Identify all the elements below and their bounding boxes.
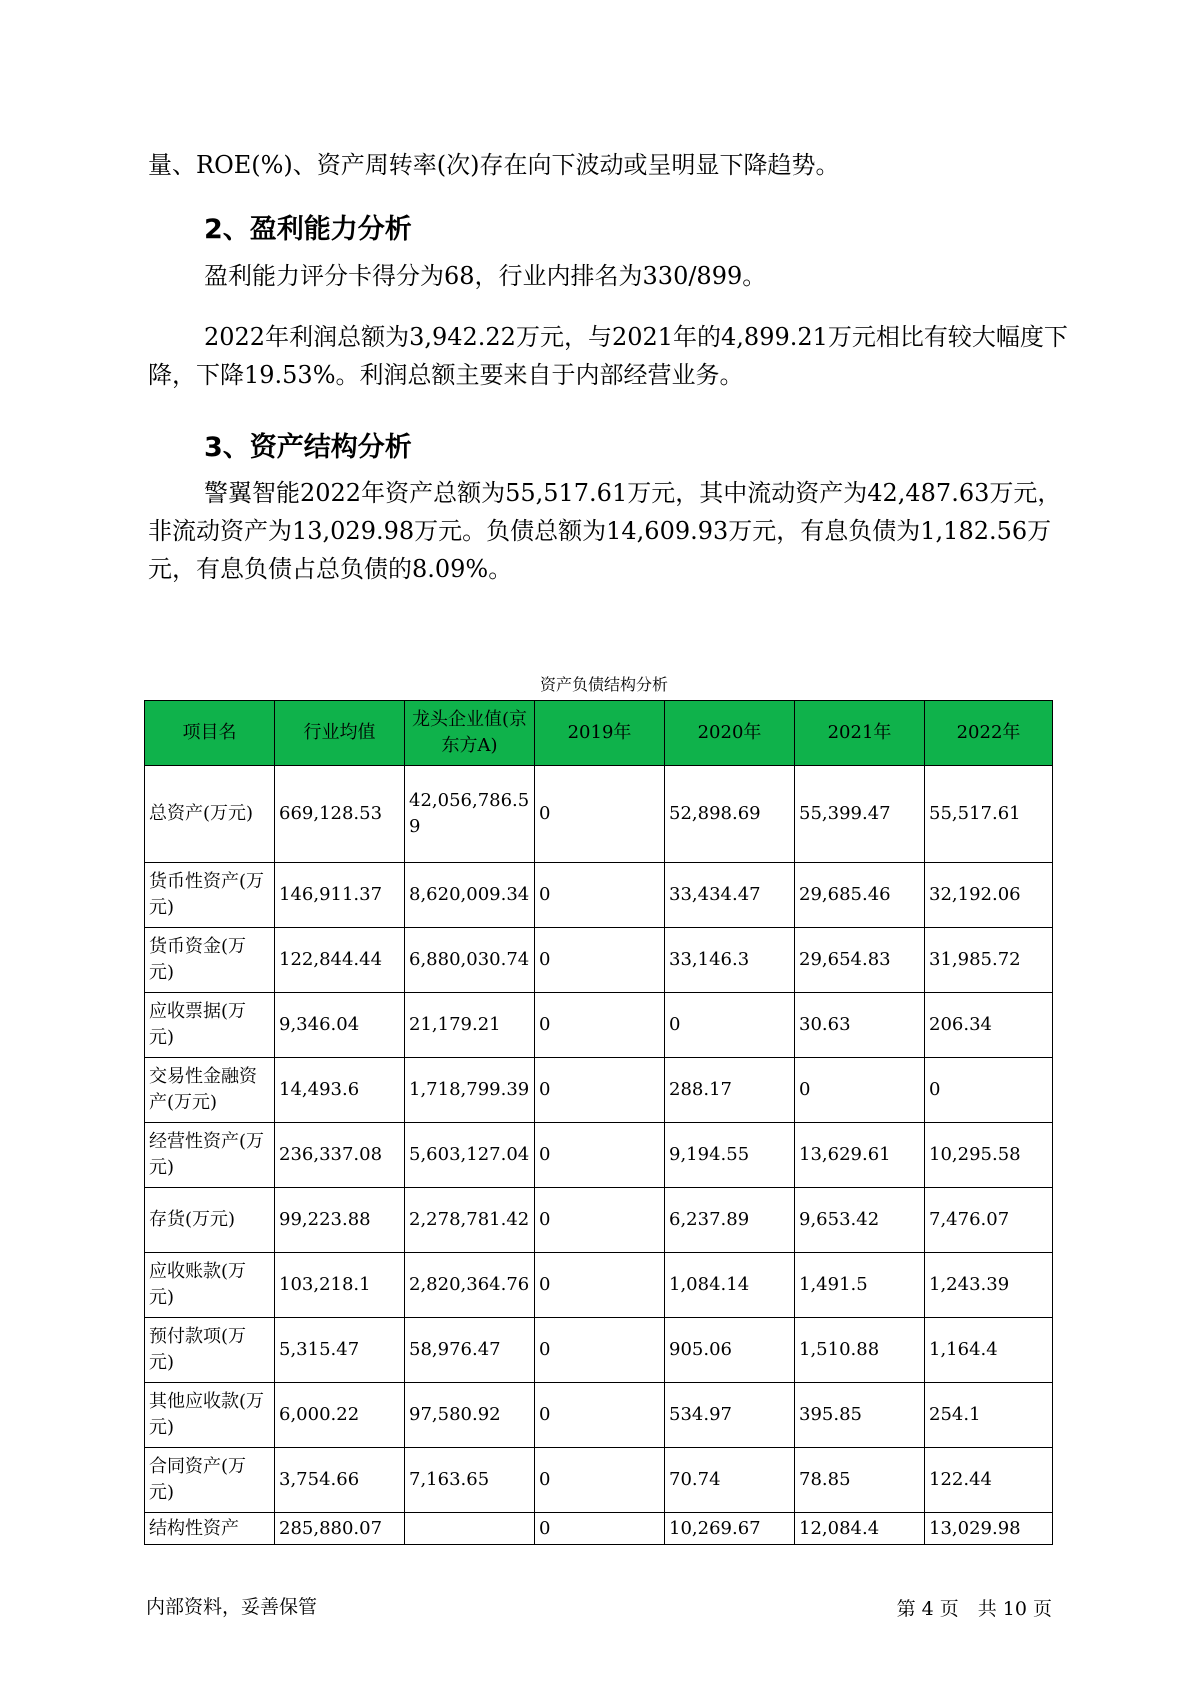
table-row (145, 1513, 1053, 1545)
asset-liability-table (144, 700, 1053, 1545)
section-heading-profitability: 2、盈利能力分析 (204, 214, 412, 245)
cell-industry-average: 3,754.66 (275, 1448, 405, 1513)
cell-leader-value (405, 1513, 535, 1545)
cell-2022: 1,243.39 (925, 1253, 1053, 1318)
cell-item-name: 货币性资产(万元) (145, 863, 275, 928)
table-row (145, 928, 1053, 993)
cell-item-name: 合同资产(万元) (145, 1448, 275, 1513)
table-row (145, 1123, 1053, 1188)
section-heading-asset-structure: 3、资产结构分析 (204, 432, 412, 463)
cell-2022: 0 (925, 1058, 1053, 1123)
cell-industry-average: 103,218.1 (275, 1253, 405, 1318)
cell-industry-average: 236,337.08 (275, 1123, 405, 1188)
cell-2019: 0 (535, 766, 665, 863)
cell-industry-average: 669,128.53 (275, 766, 405, 863)
paragraph-profit-total: 2022年利润总额为3,942.22万元，与2021年的4,899.21万元相比有较大幅度下降，下降19.53%。利润总额主要来自于内部经营业务。 (148, 323, 1068, 389)
cell-2020: 9,194.55 (665, 1123, 795, 1188)
cell-leader-value: 2,820,364.76 (405, 1253, 535, 1318)
cell-2019: 0 (535, 1253, 665, 1318)
cell-item-name: 交易性金融资产(万元) (145, 1058, 275, 1123)
cell-item-name: 应收账款(万元) (145, 1253, 275, 1318)
cell-2021: 12,084.4 (795, 1513, 925, 1545)
cell-leader-value: 5,603,127.04 (405, 1123, 535, 1188)
table-row (145, 993, 1053, 1058)
header-2019: 2019年 (535, 701, 665, 766)
cell-leader-value: 7,163.65 (405, 1448, 535, 1513)
table-row (145, 1448, 1053, 1513)
cell-2022: 31,985.72 (925, 928, 1053, 993)
table-row (145, 1058, 1053, 1123)
header-industry-average: 行业均值 (275, 701, 405, 766)
table-row (145, 766, 1053, 863)
table-row (145, 1253, 1053, 1318)
cell-2021: 1,510.88 (795, 1318, 925, 1383)
cell-item-name: 经营性资产(万元) (145, 1123, 275, 1188)
cell-leader-value: 8,620,009.34 (405, 863, 535, 928)
cell-item-name: 其他应收款(万元) (145, 1383, 275, 1448)
cell-industry-average: 6,000.22 (275, 1383, 405, 1448)
header-item-name: 项目名 (145, 701, 275, 766)
paragraph-asset-structure: 警翼智能2022年资产总额为55,517.61万元，其中流动资产为42,487.63万元，非流动资产为13,029.98万元。负债总额为14,609.93万元，有息负债为1,182.56万元，有息负债占总负债的8.09%。 (148, 479, 1062, 583)
cell-leader-value: 2,278,781.42 (405, 1188, 535, 1253)
cell-2020: 534.97 (665, 1383, 795, 1448)
cell-2021: 0 (795, 1058, 925, 1123)
cell-2022: 1,164.4 (925, 1318, 1053, 1383)
table-header-row (145, 701, 1053, 766)
cell-2020: 33,434.47 (665, 863, 795, 928)
cell-leader-value: 58,976.47 (405, 1318, 535, 1383)
cell-2021: 13,629.61 (795, 1123, 925, 1188)
paragraph-continued: 量、ROE(%)、资产周转率(次)存在向下波动或呈明显下降趋势。 (148, 151, 840, 179)
cell-2019: 0 (535, 1188, 665, 1253)
cell-2022: 206.34 (925, 993, 1053, 1058)
cell-2022: 32,192.06 (925, 863, 1053, 928)
cell-2020: 10,269.67 (665, 1513, 795, 1545)
footer-confidential-note: 内部资料，妥善保管 (146, 1596, 318, 1618)
cell-2022: 7,476.07 (925, 1188, 1053, 1253)
cell-industry-average: 99,223.88 (275, 1188, 405, 1253)
cell-2022: 254.1 (925, 1383, 1053, 1448)
cell-2019: 0 (535, 993, 665, 1058)
footer-page-number: 第 4 页 共 10 页 (896, 1598, 1052, 1620)
table-caption: 资产负债结构分析 (539, 675, 668, 694)
cell-2019: 0 (535, 1448, 665, 1513)
cell-2020: 1,084.14 (665, 1253, 795, 1318)
cell-industry-average: 146,911.37 (275, 863, 405, 928)
table-row (145, 863, 1053, 928)
cell-2019: 0 (535, 1123, 665, 1188)
cell-industry-average: 285,880.07 (275, 1513, 405, 1545)
cell-item-name: 货币资金(万元) (145, 928, 275, 993)
cell-item-name: 预付款项(万元) (145, 1318, 275, 1383)
cell-2019: 0 (535, 1513, 665, 1545)
cell-2021: 30.63 (795, 993, 925, 1058)
table-row (145, 1188, 1053, 1253)
cell-2022: 13,029.98 (925, 1513, 1053, 1545)
table-row (145, 1318, 1053, 1383)
table-row (145, 1383, 1053, 1448)
cell-2020: 70.74 (665, 1448, 795, 1513)
cell-leader-value: 6,880,030.74 (405, 928, 535, 993)
cell-2019: 0 (535, 928, 665, 993)
cell-2021: 29,685.46 (795, 863, 925, 928)
cell-2019: 0 (535, 1383, 665, 1448)
cell-item-name: 结构性资产 (145, 1513, 275, 1545)
cell-item-name: 存货(万元) (145, 1188, 275, 1253)
cell-2021: 1,491.5 (795, 1253, 925, 1318)
cell-2021: 395.85 (795, 1383, 925, 1448)
cell-2020: 33,146.3 (665, 928, 795, 993)
cell-2022: 10,295.58 (925, 1123, 1053, 1188)
header-2021: 2021年 (795, 701, 925, 766)
cell-industry-average: 122,844.44 (275, 928, 405, 993)
cell-industry-average: 14,493.6 (275, 1058, 405, 1123)
cell-2019: 0 (535, 1318, 665, 1383)
cell-leader-value: 21,179.21 (405, 993, 535, 1058)
cell-2021: 78.85 (795, 1448, 925, 1513)
header-leader-value: 龙头企业值(京东方A) (405, 701, 535, 766)
cell-2022: 122.44 (925, 1448, 1053, 1513)
cell-industry-average: 5,315.47 (275, 1318, 405, 1383)
cell-2022: 55,517.61 (925, 766, 1053, 863)
cell-item-name: 总资产(万元) (145, 766, 275, 863)
header-2020: 2020年 (665, 701, 795, 766)
cell-leader-value: 42,056,786.59 (405, 766, 535, 863)
cell-2019: 0 (535, 1058, 665, 1123)
header-2022: 2022年 (925, 701, 1053, 766)
cell-2020: 288.17 (665, 1058, 795, 1123)
cell-2020: 905.06 (665, 1318, 795, 1383)
cell-2021: 55,399.47 (795, 766, 925, 863)
cell-item-name: 应收票据(万元) (145, 993, 275, 1058)
cell-2021: 9,653.42 (795, 1188, 925, 1253)
cell-industry-average: 9,346.04 (275, 993, 405, 1058)
paragraph-profitability-score: 盈利能力评分卡得分为68，行业内排名为330/899。 (204, 262, 767, 290)
cell-2019: 0 (535, 863, 665, 928)
cell-leader-value: 1,718,799.39 (405, 1058, 535, 1123)
cell-leader-value: 97,580.92 (405, 1383, 535, 1448)
cell-2021: 29,654.83 (795, 928, 925, 993)
cell-2020: 52,898.69 (665, 766, 795, 863)
cell-2020: 6,237.89 (665, 1188, 795, 1253)
cell-2020: 0 (665, 993, 795, 1058)
